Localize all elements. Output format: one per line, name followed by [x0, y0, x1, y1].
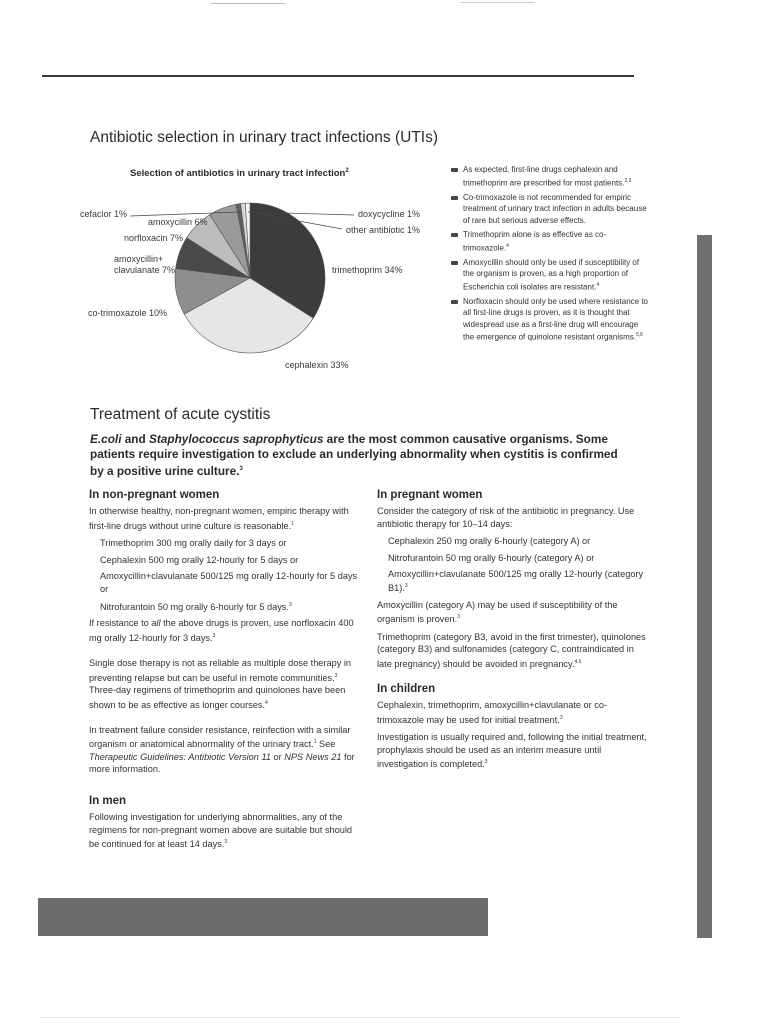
- heading-pregnant-women: In pregnant women: [377, 489, 483, 501]
- bullet-marker: [451, 300, 458, 304]
- header-rule: [42, 75, 634, 77]
- bullet-item: Norfloxacin should only be used where resistance to all first-line drugs is proven, as it is thought that widespread use as a first-line drug will encourage the emergence of quinolone resistant organisms.$^{5,6}$: [450, 296, 650, 344]
- paragraph: Following investigation for underlying abnormalities, any of the regimens for non-pregnant women above are suitable but should be continued for at least 14 days.$^3$: [89, 812, 353, 849]
- heading-men: In men: [89, 794, 127, 807]
- pie-label: other antibiotic 1%: [346, 225, 421, 235]
- paragraph: Consider the category of risk of the antibiotic in pregnancy. Use antibiotic therapy for 10–14 days:: [377, 506, 635, 529]
- regimen-item: Nitrofurantoin 50 mg orally 6-hourly for 5 days.$^3$: [100, 601, 292, 612]
- page-edge-bar: [697, 235, 712, 938]
- regimen-item: Nitrofurantoin 50 mg orally 6-hourly (category A) or: [388, 552, 595, 563]
- paragraph: In treatment failure consider resistance, reinfection with a similar organism or anatomical abnormality of the urinary tract.$^1$ See Therapeutic Guidelines: Antibiotic Version 11 or NPS News 21 for more information.: [89, 725, 355, 775]
- scan-artifact: [460, 2, 535, 3]
- bullet-marker: [451, 196, 458, 200]
- regimen-item: Cephalexin 500 mg orally 12-hourly for 5 days or: [100, 554, 299, 565]
- footer-bar: [38, 898, 488, 936]
- paragraph: Trimethoprim (category B3, avoid in the first trimester), quinolones (category B3) and sulfonamides (category C, contraindicated in late pregnancy) should be avoided in pregnancy.$^{4,6}$: [377, 631, 646, 669]
- paragraph: If resistance to all the above drugs is proven, use norfloxacin 400 mg orally 12-hourly for 3 days.$^3$: [89, 618, 354, 643]
- heading-non-pregnant-women: In non-pregnant women: [89, 489, 220, 501]
- left-column: [89, 489, 359, 855]
- bullet-item: As expected, first-line drugs cephalexin and trimethoprim are prescribed for most patients.$^{2,3}$: [450, 164, 650, 189]
- pie-label: cephalexin 33%: [285, 360, 349, 370]
- bullet-item: Amoxycillin should only be used if susceptibility of the organism is proven, as a high proportion of Escherichia coli isolates are resistant.$^4$: [450, 257, 650, 293]
- section-title-acute-cystitis: Treatment of acute cystitis: [90, 406, 271, 423]
- bullet-item: Co-trimoxazole is not recommended for empiric treatment of urinary tract infection in adults because of rare but serious adverse effects.: [450, 192, 650, 227]
- scan-artifact: [210, 3, 285, 4]
- regimen-item: Cephalexin 250 mg orally 6-hourly (category A) or: [388, 536, 591, 547]
- pie-label: trimethoprim 34%: [332, 265, 403, 275]
- lead-paragraph: E.coli and Staphylococcus saprophyticus are the most common causative organisms. Some patients require investigation to exclude an underlying abnormality when cystitis is confirmed by a positive urine culture.$^3$: [90, 432, 618, 478]
- scan-artifact: [40, 1017, 680, 1018]
- bullet-marker: [451, 168, 458, 172]
- regimen-item: Amoxycillin+clavulanate 500/125 mg orally 12-hourly (category B1).$^3$: [388, 569, 644, 594]
- heading-children: In children: [377, 683, 436, 696]
- regimen-item: Trimethoprim 300 mg orally daily for 3 days or: [100, 538, 287, 549]
- bullet-item: Trimethoprim alone is as effective as co-trimoxazole.$^4$: [450, 229, 650, 254]
- pie-label: amoxycillin+ clavulanate 7%: [114, 254, 176, 275]
- pie-label: cefaclor 1%: [80, 209, 128, 219]
- pie-label: norfloxacin 7%: [124, 233, 184, 243]
- section-title-antibiotic-selection: Antibiotic selection in urinary tract infections (UTIs): [90, 129, 439, 146]
- pie-label: doxycycline 1%: [358, 209, 421, 219]
- pie-chart: [70, 198, 440, 378]
- regimen-item: Amoxycillin+clavulanate 500/125 mg orally 12-hourly for 5 days or: [100, 571, 358, 594]
- bullet-marker: [451, 233, 458, 237]
- paragraph: Investigation is usually required and, following the initial treatment, prophylaxis should be used as an interim measure until investigation is completed.$^3$: [377, 732, 647, 770]
- key-points-list: [450, 164, 650, 347]
- paragraph: Cephalexin, trimethoprim, amoxycillin+clavulanate or co-trimoxazole may be used for initial treatment.$^3$: [377, 700, 608, 725]
- right-column: [377, 489, 647, 776]
- paragraph: Single dose therapy is not as reliable as multiple dose therapy in preventing relapse but can be useful in remote communities.$^3$ Three-day regimens of trimethoprim and quinolones have been shown to be as effective as longer courses.$^4$: [89, 658, 351, 710]
- paragraph: Amoxycillin (category A) may be used if susceptibility of the organism is proven.$^3$: [377, 599, 618, 625]
- chart-title: Selection of antibiotics in urinary tract infection$^2$: [130, 168, 349, 180]
- bullet-marker: [451, 261, 458, 265]
- pie-label: amoxycillin 6%: [148, 217, 208, 227]
- pie-label: co-trimoxazole 10%: [88, 308, 168, 318]
- paragraph: In otherwise healthy, non-pregnant women, empiric therapy with first-line drugs without urine culture is reasonable.$^1$: [89, 506, 349, 531]
